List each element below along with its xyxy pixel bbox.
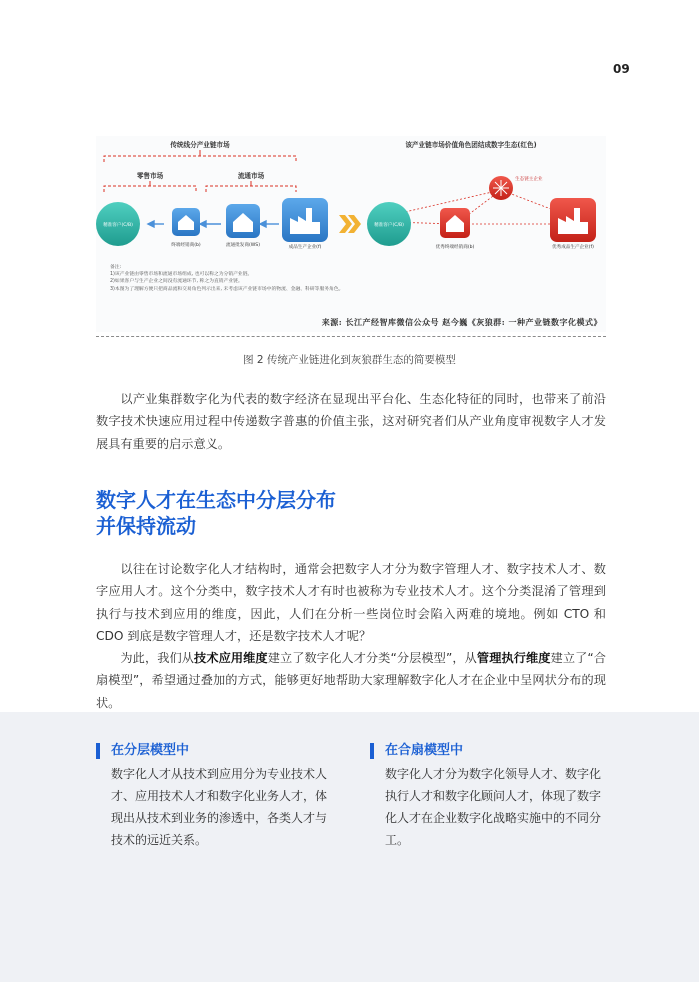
figure-divider (96, 336, 606, 337)
store-b-label: 终端经销商(b) (171, 243, 201, 248)
traditional-market-label: 传统线分产业链市场 (170, 141, 230, 149)
retail-market-label: 零售市场 (136, 172, 164, 180)
para2-text: 为此，我们从 (120, 651, 195, 666)
para2-text: 建立了“合扇模型”，希望通过叠加的方式，能够更好地帮助大家理解数字化人才在企业中呈网状分布的现状。 (96, 651, 606, 710)
callout-body: 数字化人才从技术到应用分为专业技术人才、应用技术人才和数字化业务人才，体现出从技术到业务的渗透中，各类人才与技术的远近关系。 (111, 767, 328, 847)
wholesale-market-label: 流通市场 (237, 172, 265, 180)
intro-paragraph-text: 以产业集群数字化为代表的数字经济在显现出平台化、生态化特征的同时，也带来了前沿数字技术快速应用过程中传递数字普惠的价值主张，这对研究者们从产业角度审视数字人才发展具有重要的启示意义。 (96, 392, 606, 451)
figure-note: 1)该产业链由零售市场和流通市场组成, 也可以称之为分销产业链。 (110, 272, 253, 278)
figure-source: 来源: 长江产经智库微信公众号 赵今巍《灰狼群: 一种产业链数字化模式》 (321, 317, 602, 327)
consumer-node-label: 精准客户(C/B) (103, 223, 133, 228)
callout-title: 在分层模型中 (111, 743, 190, 758)
section-body (96, 558, 606, 714)
tech-application-dimension: 技术应用维度 (194, 651, 268, 666)
page-number: 09 (613, 62, 630, 76)
section-paragraph-2 (96, 647, 606, 714)
value-chain-diagram (96, 136, 606, 332)
eco-store-label: 优秀终端经销商(b) (435, 245, 475, 250)
para2-text: 建立了数字化人才分类“分层模型”，从 (267, 651, 477, 666)
wholesale-label: 流通批发商(WS) (225, 243, 261, 248)
section-title (96, 487, 496, 539)
callout-layered-model (96, 742, 334, 851)
callout-body: 数字化人才分为数字化领导人才、数字化执行人才和数字化顾问人才，体现了数字化人才在企业数字化战略实施中的不同分工。 (385, 767, 602, 847)
section-title-line1: 数字人才在生态中分层分布 (96, 488, 336, 512)
eco-factory-label: 优秀成品生产企业(f) (552, 245, 594, 250)
section-paragraph-1: 以往在讨论数字化人才结构时，通常会把数字人才分为数字管理人才、数字技术人才、数字应用人才。这个分类中，数字技术人才有时也被称为专业技术人才。这个分类混淆了管理到执行与技术到应用的维度，因此，人们在分析一些岗位时会陷入两难的境地。例如 CTO 和 CDO 到底是数字管理人才，还是数字技术人才呢？ (96, 562, 606, 643)
traditional-bracket (104, 156, 296, 192)
callout-fan-model (370, 742, 606, 851)
management-execution-dimension: 管理执行维度 (476, 651, 551, 666)
figure-caption: 图 2 传统产业链进化到灰狼群生态的简要模型 (243, 354, 456, 366)
eco-consumer-label: 精准客户(C/B) (374, 223, 404, 228)
eco-factory-icon (550, 198, 596, 242)
factory-icon (282, 198, 328, 242)
callout-accent-bar (370, 743, 374, 759)
ecosystem-links (389, 190, 564, 224)
factory-label: 成品生产企业(f) (288, 245, 322, 250)
callout-title: 在合扇模型中 (385, 743, 464, 758)
figure-diagram (96, 136, 606, 332)
chevron-arrows-icon (339, 215, 361, 233)
intro-paragraph (96, 388, 606, 455)
eco-hub-label: 生态链主企业 (515, 177, 543, 182)
figure-note: 备注: (110, 265, 122, 270)
figure-note: 3)本图为了理解方便只把商品流和交易角色列示出来, 未考虑该产业链市场中的物流、金融、科研等服务角色。 (110, 286, 344, 292)
ecosystem-title: 该产业链市场价值角色团结成数字生态(红色) (405, 141, 537, 149)
section-title-line2: 并保持流动 (96, 514, 196, 538)
figure-notes (110, 264, 530, 293)
figure-note: 2)如果客户与生产企业之间没有流通环节, 称之为直销产业链。 (110, 279, 243, 285)
callout-accent-bar (96, 743, 100, 759)
